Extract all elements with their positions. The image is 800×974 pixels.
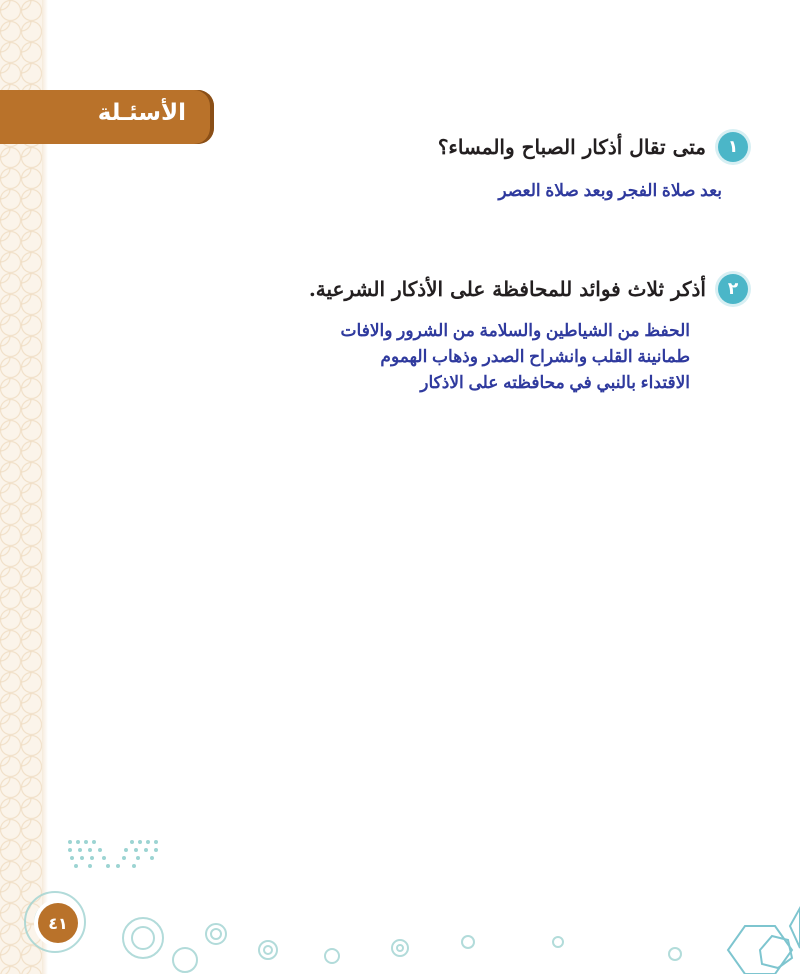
question-2 (309, 274, 748, 304)
question-text: متى تقال أذكار الصباح والمساء؟ (437, 135, 706, 159)
question-number-badge: ١ (718, 132, 748, 162)
answer-line: بعد صلاة الفجر وبعد صلاة العصر (498, 181, 722, 200)
section-title: الأسئـلة (97, 100, 186, 126)
answer-line: الاقتداء بالنبي في محافظته على الاذكار (420, 373, 690, 392)
page-number: ٤١ (38, 903, 78, 943)
answer-1 (498, 178, 722, 204)
question-text: أذكر ثلاث فوائد للمحافظة على الأذكار الشرعية. (308, 277, 706, 301)
question-number-badge: ٢ (718, 274, 748, 304)
answer-2 (341, 318, 690, 396)
side-pattern-border (0, 0, 42, 974)
section-tab (0, 90, 214, 144)
answer-line: الحفظ من الشياطين والسلامة من الشرور والافات (340, 321, 690, 340)
geometric-star-pattern (728, 908, 800, 974)
bottom-decoration (0, 830, 800, 974)
question-1 (438, 132, 748, 162)
ministry-logo-dots (68, 840, 158, 868)
rosette-pattern (25, 892, 681, 972)
answer-line: طمانينة القلب وانشراح الصدر وذهاب الهموم (380, 347, 690, 366)
